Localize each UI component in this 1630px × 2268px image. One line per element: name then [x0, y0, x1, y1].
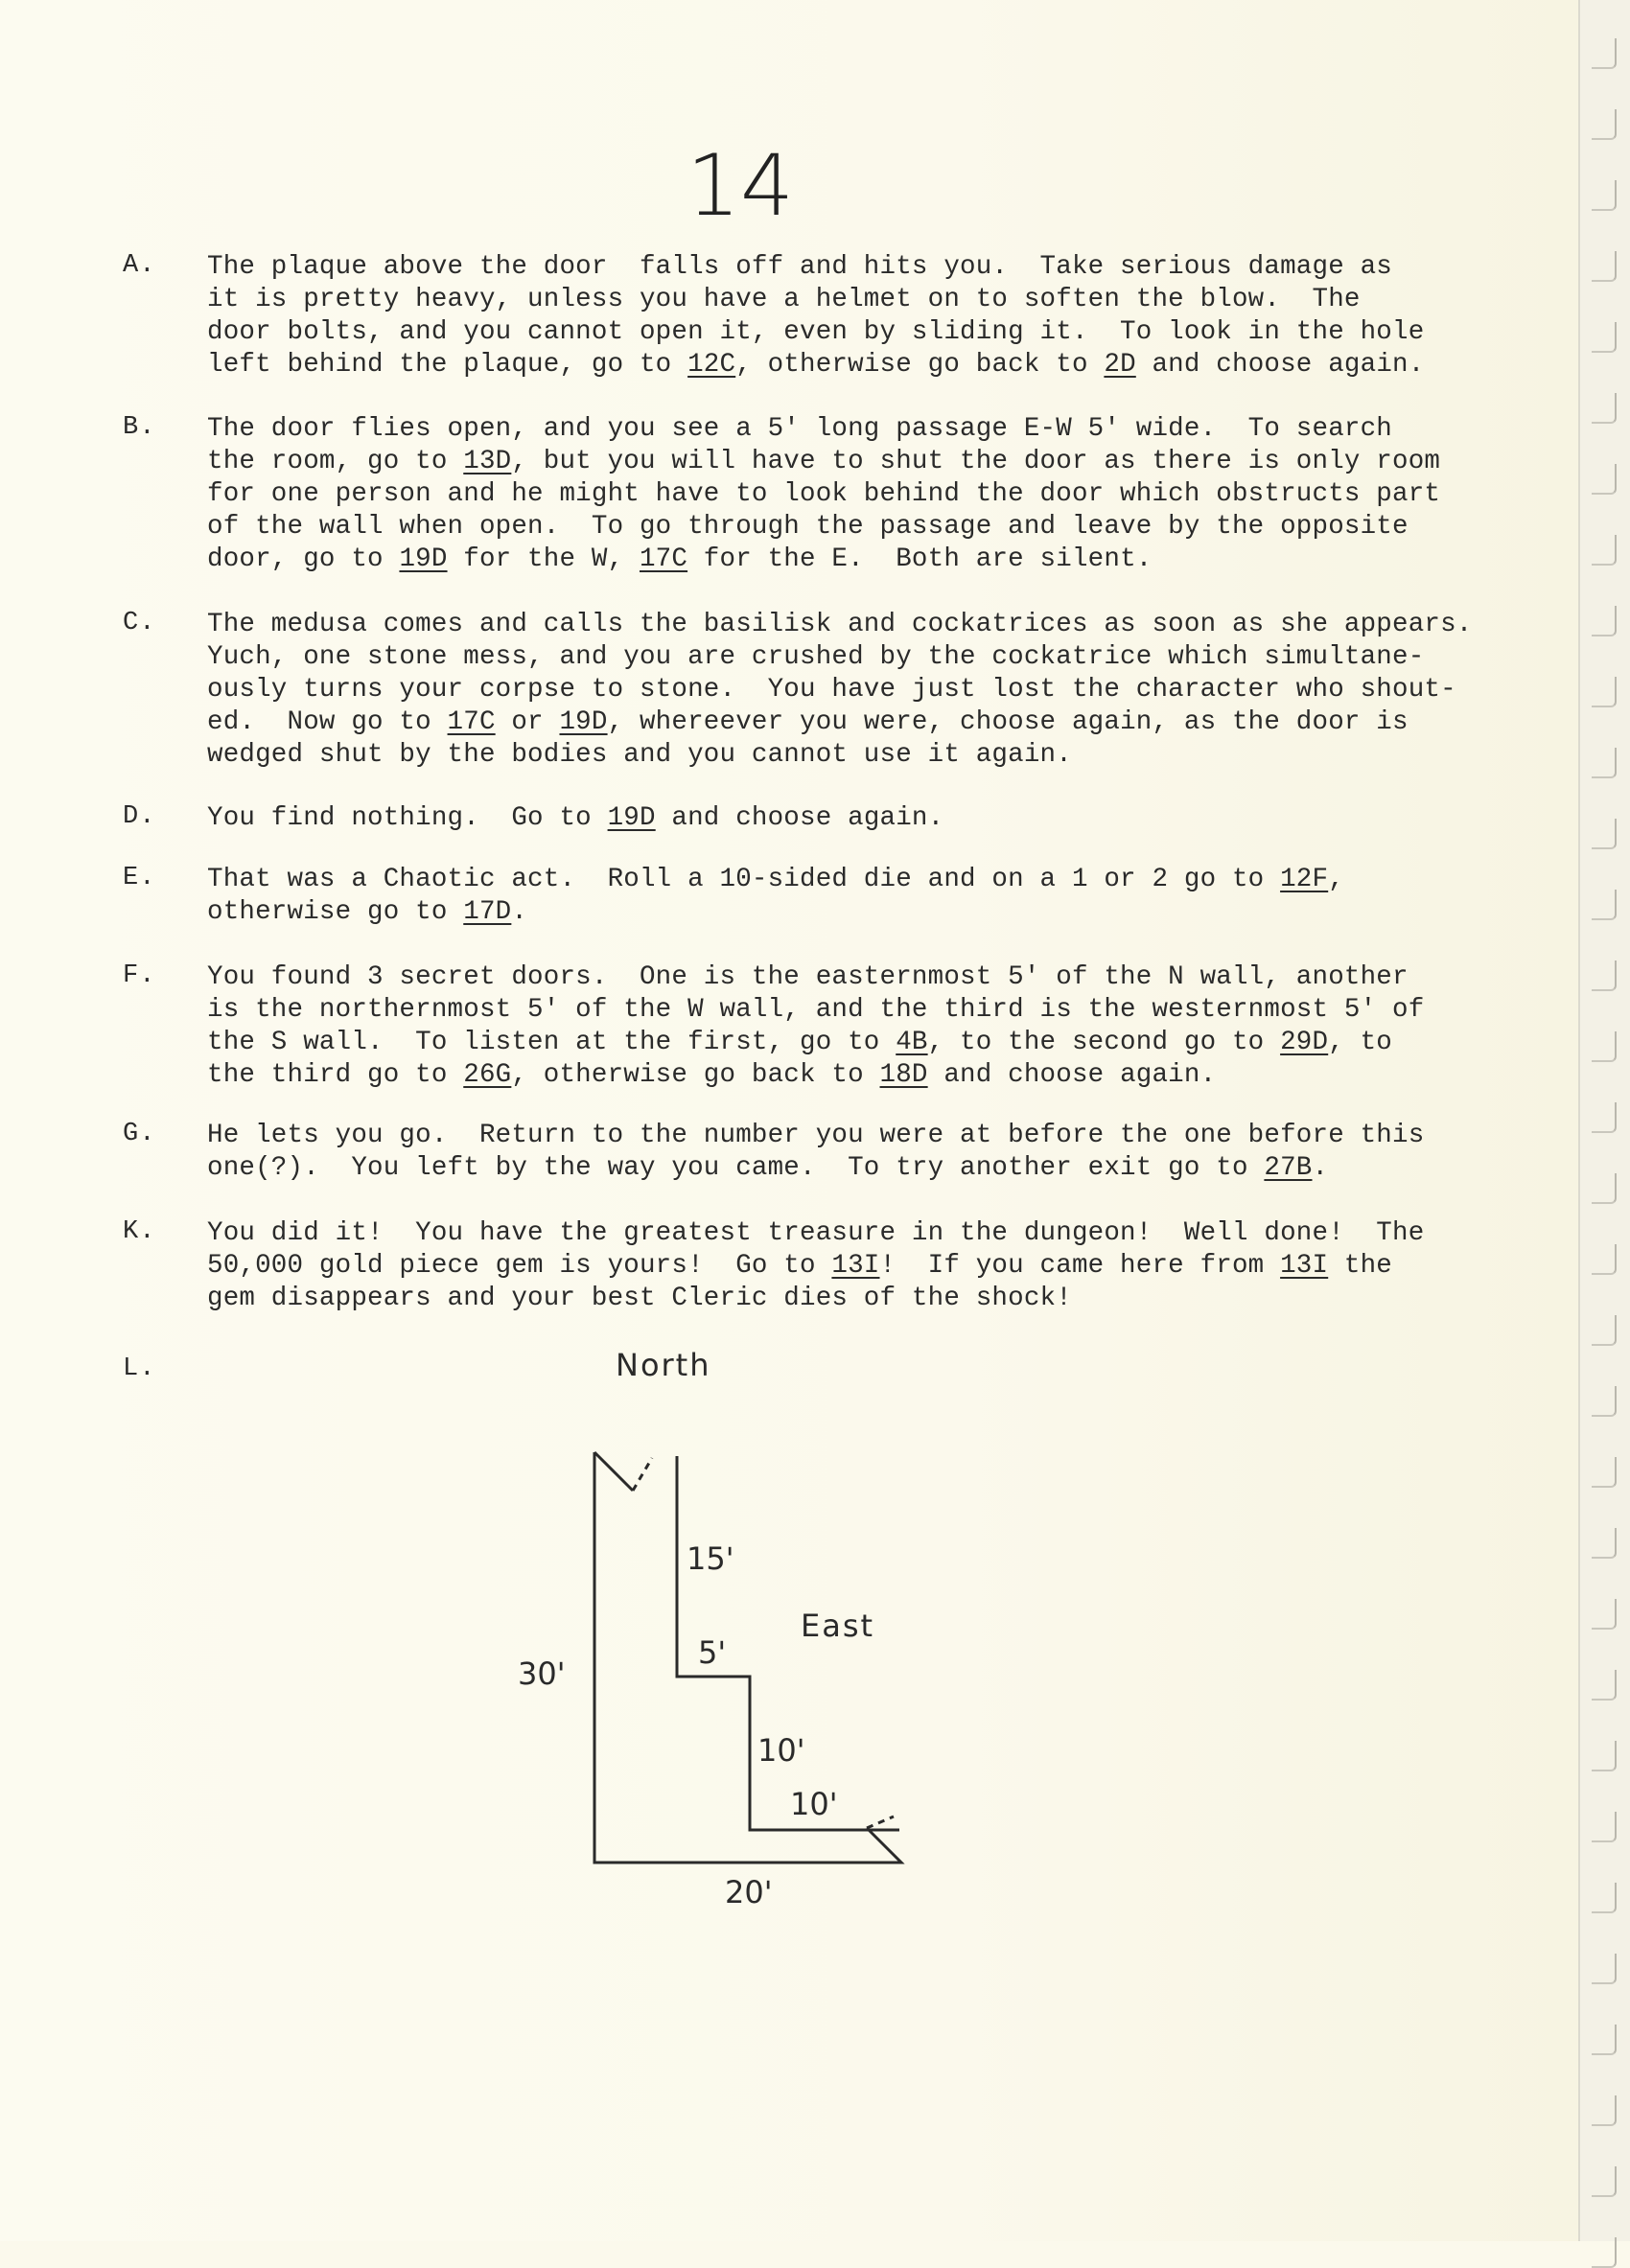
section-reference: 27B [1264, 1153, 1313, 1183]
binding-ring [1592, 2237, 1617, 2268]
entry-letter: G. [123, 1120, 156, 1148]
binding-ring [1592, 1386, 1617, 1417]
binding-ring [1592, 1102, 1617, 1133]
room-wall [594, 1452, 901, 1863]
text-segment: . [1312, 1153, 1329, 1183]
section-reference: 4B [896, 1028, 928, 1057]
text-line [207, 994, 1492, 1027]
binding-ring [1592, 960, 1617, 991]
entry-text [207, 251, 1492, 382]
entry-text [207, 609, 1492, 772]
text-segment: You did it! You have the greatest treasure in the dungeon! Well done! The [207, 1218, 1425, 1248]
text-segment: ously turns your corpse to stone. You have just lost the character who shout- [207, 675, 1456, 705]
section-reference: 19D [399, 544, 448, 574]
text-line [207, 1120, 1492, 1152]
text-line [207, 478, 1492, 511]
text-segment: for the E. Both are silent. [687, 544, 1153, 574]
text-segment: Yuch, one stone mess, and you are crushed by the cockatrice which simultane- [207, 642, 1425, 672]
text-segment: and choose again. [1135, 350, 1425, 380]
text-segment: , to [1328, 1028, 1393, 1057]
text-segment: . [511, 897, 528, 927]
entry-letter: B. [123, 413, 156, 442]
section-reference: 12C [687, 350, 736, 380]
text-segment: The medusa comes and calls the basilisk and cockatrices as soon as she appears. [207, 610, 1473, 639]
binding-ring [1592, 535, 1617, 566]
text-line [207, 961, 1492, 994]
section-reference: 13I [831, 1251, 880, 1281]
binding-ring [1592, 1173, 1617, 1204]
text-segment: for one person and he might have to look behind the door which obstructs part [207, 479, 1441, 509]
text-line [207, 1152, 1492, 1185]
section-reference: 26G [463, 1060, 512, 1090]
binding-ring [1592, 322, 1617, 353]
text-segment: it is pretty heavy, unless you have a helmet on to soften the blow. The [207, 285, 1361, 314]
section-reference: 19D [559, 707, 608, 737]
binding-ring [1592, 2095, 1617, 2126]
secret-door-south [867, 1817, 894, 1828]
text-segment: The plaque above the door falls off and hits you. Take serious damage as [207, 252, 1392, 282]
text-segment: the S wall. To listen at the first, go to [207, 1028, 896, 1057]
entry-text [207, 961, 1492, 1092]
entry-letter: F. [123, 961, 156, 990]
binding-ring [1592, 1883, 1617, 1913]
text-line [207, 802, 1492, 835]
text-line [207, 1027, 1492, 1059]
binding-ring [1592, 1599, 1617, 1630]
text-segment: one(?). You left by the way you came. To try another exit go to [207, 1153, 1265, 1183]
text-segment: the room, go to [207, 447, 464, 476]
entry-letter: D. [123, 802, 156, 831]
text-segment: ed. Now go to [207, 707, 448, 737]
text-line [207, 609, 1492, 641]
section-reference: 29D [1280, 1028, 1329, 1057]
binding-ring [1592, 1315, 1617, 1346]
binding-ring [1592, 819, 1617, 849]
entry-text [207, 802, 1492, 835]
text-line [207, 864, 1492, 896]
section-reference: 17C [447, 707, 496, 737]
text-line [207, 641, 1492, 674]
section-reference: 19D [607, 803, 656, 833]
binding-ring [1592, 38, 1617, 69]
text-segment: left behind the plaque, go to [207, 350, 688, 380]
text-segment: or [495, 707, 560, 737]
text-segment: You found 3 secret doors. One is the easternmost 5' of the N wall, another [207, 962, 1409, 992]
entry-text [207, 413, 1492, 576]
text-line [207, 706, 1492, 739]
binding-ring [1592, 251, 1617, 282]
text-segment: ! If you came here from [879, 1251, 1281, 1281]
section-reference: 18D [879, 1060, 928, 1090]
text-line [207, 251, 1492, 284]
dim-west-wall: 30' [518, 1655, 566, 1692]
binding-ring [1592, 180, 1617, 211]
binding-ring [1592, 1670, 1617, 1701]
binding-ring [1592, 393, 1617, 424]
text-segment: is the northernmost 5' of the W wall, and the third is the westernmost 5' of [207, 995, 1425, 1025]
text-segment: wedged shut by the bodies and you cannot use it again. [207, 740, 1072, 770]
text-segment: the [1328, 1251, 1393, 1281]
binding-ring [1592, 1031, 1617, 1062]
text-line [207, 1059, 1492, 1092]
binding-ring [1592, 464, 1617, 495]
dim-first-step: 5' [698, 1634, 727, 1671]
entry-letter: A. [123, 251, 156, 280]
dim-upper-east-wall: 15' [687, 1540, 734, 1577]
entry-letter: E. [123, 864, 156, 892]
binding-ring [1592, 2166, 1617, 2197]
text-line [207, 284, 1492, 316]
dim-middle-east-wall: 10' [757, 1732, 805, 1769]
section-reference: 13I [1280, 1251, 1329, 1281]
text-line [207, 413, 1492, 446]
binding-ring [1592, 1244, 1617, 1275]
text-segment: door, go to [207, 544, 400, 574]
text-line [207, 349, 1492, 382]
page-number: 14 [687, 136, 794, 235]
text-segment: The door flies open, and you see a 5' long passage E-W 5' wide. To search [207, 414, 1392, 444]
section-reference: 2D [1104, 350, 1136, 380]
room-diagram [499, 1337, 997, 1970]
text-segment: , to the second go to [927, 1028, 1281, 1057]
text-segment: You find nothing. Go to [207, 803, 608, 833]
entry-letter: L. [123, 1354, 156, 1383]
text-line [207, 511, 1492, 544]
text-line [207, 544, 1492, 576]
text-segment: 50,000 gold piece gem is yours! Go to [207, 1251, 832, 1281]
section-reference: 12F [1280, 865, 1329, 894]
section-reference: 17D [463, 897, 512, 927]
room-wall [594, 1452, 633, 1491]
text-segment: , otherwise go back to [511, 1060, 880, 1090]
text-segment: for the W, [447, 544, 640, 574]
text-segment: , but you will have to shut the door as there is only room [511, 447, 1441, 476]
binding-ring [1592, 606, 1617, 636]
entry-text [207, 1217, 1492, 1315]
text-line [207, 896, 1492, 929]
text-line [207, 446, 1492, 478]
secret-door-north [633, 1458, 652, 1491]
text-segment: door bolts, and you cannot open it, even by sliding it. To look in the hole [207, 317, 1425, 347]
text-segment: gem disappears and your best Cleric dies of the shock! [207, 1284, 1072, 1313]
text-line [207, 316, 1492, 349]
text-segment: He lets you go. Return to the number you were at before the one before this [207, 1121, 1425, 1150]
text-line [207, 1283, 1492, 1315]
binding-ring [1592, 748, 1617, 778]
text-segment: otherwise go to [207, 897, 464, 927]
text-segment: , whereever you were, choose again, as the door is [607, 707, 1409, 737]
text-segment: , otherwise go back to [735, 350, 1105, 380]
entry-text [207, 864, 1492, 929]
entry-letter: K. [123, 1217, 156, 1246]
north-label: North [616, 1347, 711, 1383]
binding-ring [1592, 677, 1617, 707]
text-segment: and choose again. [655, 803, 944, 833]
entry-text [207, 1120, 1492, 1185]
text-line [207, 739, 1492, 772]
spiral-binding [1578, 0, 1630, 2241]
binding-ring [1592, 2025, 1617, 2055]
binding-ring [1592, 1954, 1617, 1984]
text-segment: , [1328, 865, 1344, 894]
entry-letter: C. [123, 609, 156, 637]
text-line [207, 674, 1492, 706]
text-line [207, 1217, 1492, 1250]
binding-ring [1592, 1741, 1617, 1771]
text-segment: and choose again. [927, 1060, 1217, 1090]
binding-ring [1592, 1528, 1617, 1559]
binding-ring [1592, 1812, 1617, 1842]
binding-ring [1592, 109, 1617, 140]
section-reference: 13D [463, 447, 512, 476]
text-line [207, 1250, 1492, 1283]
dim-second-step: 10' [790, 1786, 838, 1822]
section-reference: 17C [639, 544, 688, 574]
binding-ring [1592, 1457, 1617, 1488]
text-segment: That was a Chaotic act. Roll a 10-sided die and on a 1 or 2 go to [207, 865, 1281, 894]
text-segment: the third go to [207, 1060, 464, 1090]
east-label: East [801, 1608, 875, 1644]
dim-south-wall: 20' [725, 1874, 773, 1910]
text-segment: of the wall when open. To go through the passage and leave by the opposite [207, 512, 1409, 542]
binding-ring [1592, 890, 1617, 920]
